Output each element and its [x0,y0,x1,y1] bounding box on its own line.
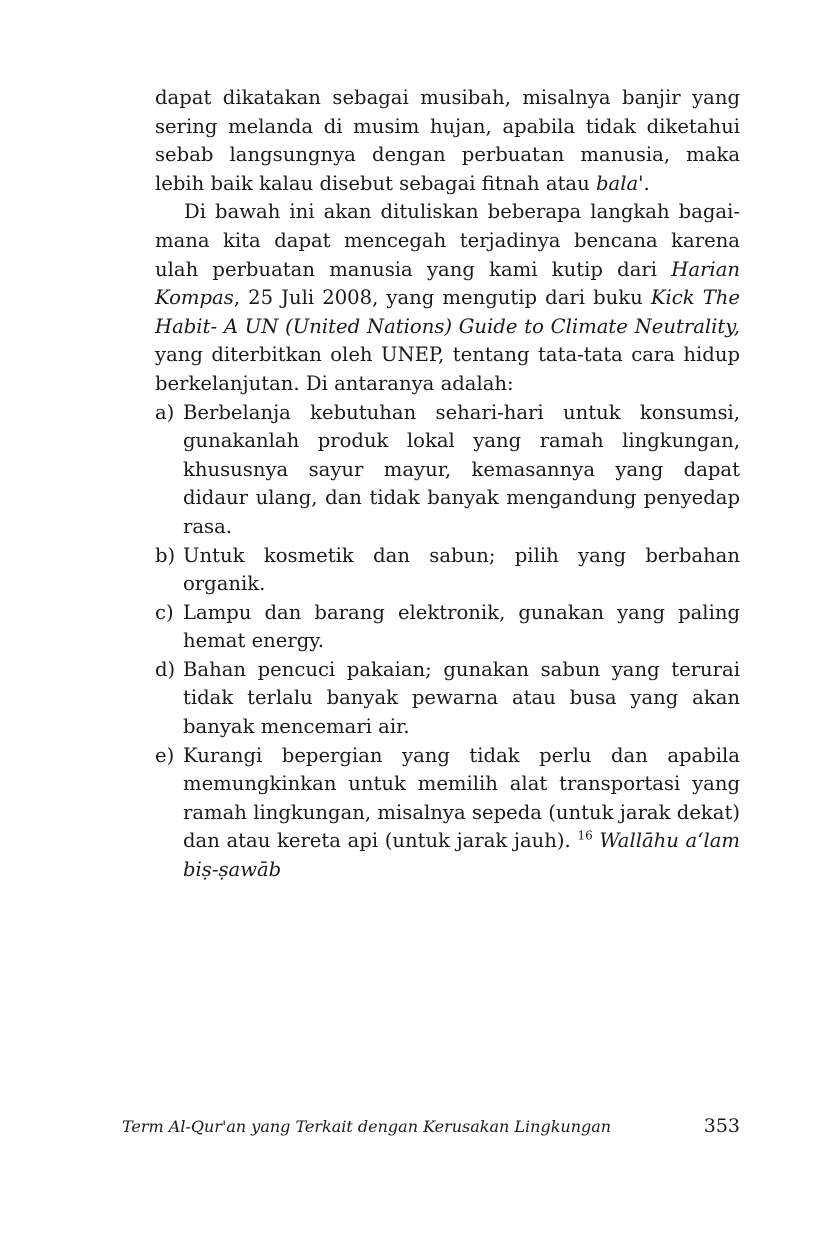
page-footer [122,1115,740,1137]
paragraph-2-text-1: Di bawah ini akan dituliskan beberapa langkah bagaimana kita dapat mencegah terjadinya bencana karena ulah perbuatan manusia yang kami kutip dari [155,200,740,281]
paragraph-1-end: . [643,171,650,195]
paragraph-1-text: dapat dikatakan sebagai musibah, misalnya banjir yang sering melanda di musim hujan, apabila tidak diketahui sebab langsungnya dengan perbuatan manusia, maka lebih baik kalau disebut sebagai fitnah atau [155,86,740,195]
source-book-title: Kick The Habit- A UN (United Nations) Guide to Climate Neutrality, [155,286,741,338]
list-item [155,742,740,885]
paragraph-2 [155,198,740,398]
page-body [155,84,740,885]
list-item [155,599,740,656]
list-item-text: Lampu dan barang elektronik, gunakan yang paling hemat energy. [183,600,740,653]
closing-phrase: Wallāhu a‘lam biṣ-ṣawāb [183,829,740,882]
paragraph-1 [155,84,740,198]
page-number: 353 [703,1115,740,1137]
list-item [155,656,740,742]
list-marker: a) [155,400,175,424]
list-item-text [183,742,740,885]
paragraph-2-text-3: yang diterbitkan oleh UNEP, tentang tata-tata cara hidup berkelanjutan. Di antaranya adalah: [155,343,740,395]
list-marker: c) [155,600,174,624]
paragraph-2-text-2: , 25 Juli 2008, yang mengutip dari buku [233,286,651,310]
recommendation-list [155,399,740,885]
list-marker: d) [155,657,176,681]
footnote-reference[interactable]: 16 [577,828,593,843]
list-item-text: Bahan pencuci pakaian; gunakan sabun yang terurai tidak terlalu banyak pewarna atau busa yang akan banyak mencemari air. [183,657,740,739]
list-item [155,399,740,542]
source-newspaper-title: Harian Kompas [155,257,740,310]
list-item-text: Berbelanja kebutuhan sehari-hari untuk konsumsi, gunakanlah produk lokal yang ramah lingkungan, khususnya sayur mayur, kemasannya yang dapat didaur ulang, dan tidak banyak mengandung penyedap rasa. [183,400,740,538]
list-item-text: Untuk kosmetik dan sabun; pilih yang berbahan organik. [183,543,740,596]
list-item-text-body: Kurangi bepergian yang tidak perlu dan apabila memungkinkan untuk memilih alat transportasi yang ramah lingkungan, misalnya sepeda (untuk jarak dekat) dan atau kereta api (untuk jarak jauh). [183,743,740,853]
list-marker: b) [155,543,176,567]
list-marker: e) [155,743,175,767]
list-item [155,542,740,599]
running-footer-title: Term Al-Qur'an yang Terkait dengan Kerusakan Lingkungan [122,1117,612,1136]
italic-term-bala: bala' [595,171,644,195]
